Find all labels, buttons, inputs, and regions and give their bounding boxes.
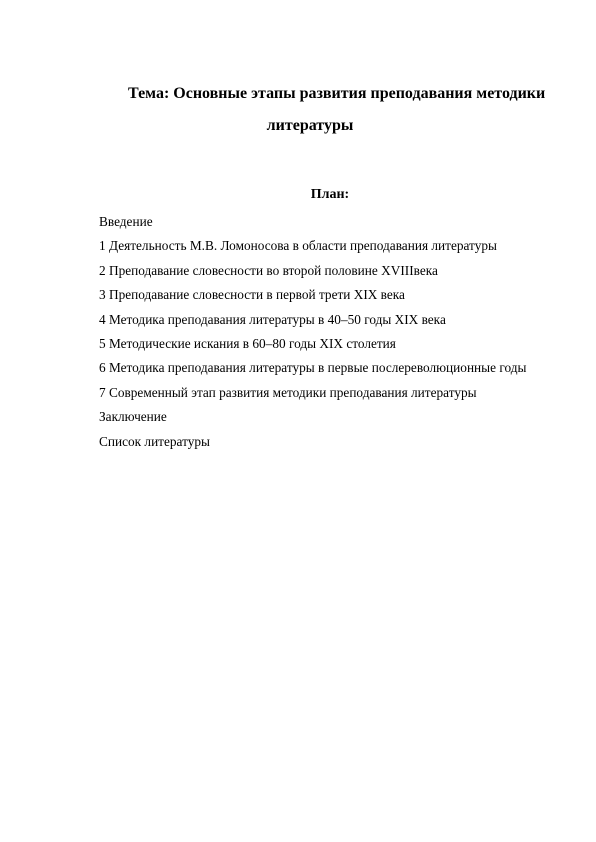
plan-item-introduction: Введение <box>99 214 153 229</box>
plan-item-6: 6 Методика преподавания литературы в первые послереволюционные годы <box>99 360 527 376</box>
plan-item-7: 7 Современный этап развития методики преподавания литературы <box>99 384 477 400</box>
plan-item-conclusion: Заключение <box>99 409 167 425</box>
plan-item-5: 5 Методические искания в 60–80 годы XIX столетия <box>99 336 396 352</box>
plan-item-4: 4 Методика преподавания литературы в 40–50 годы XIX века <box>99 311 446 327</box>
plan-heading: План: <box>310 187 350 202</box>
plan-item-2: 2 Преподавание словесности во второй половине XVIIIвека <box>99 262 438 278</box>
plan-item-1: 1 Деятельность М.В. Ломоносова в области преподавания литературы <box>99 238 497 254</box>
topic-title-continuation: литературы <box>266 117 354 134</box>
topic-title: Тема: Основные этапы развития преподавания методики <box>128 85 546 102</box>
plan-item-3: 3 Преподавание словесности в первой трети XIX века <box>99 287 405 303</box>
plan-list <box>99 210 526 454</box>
plan-item-bibliography: Список литературы <box>99 433 210 449</box>
